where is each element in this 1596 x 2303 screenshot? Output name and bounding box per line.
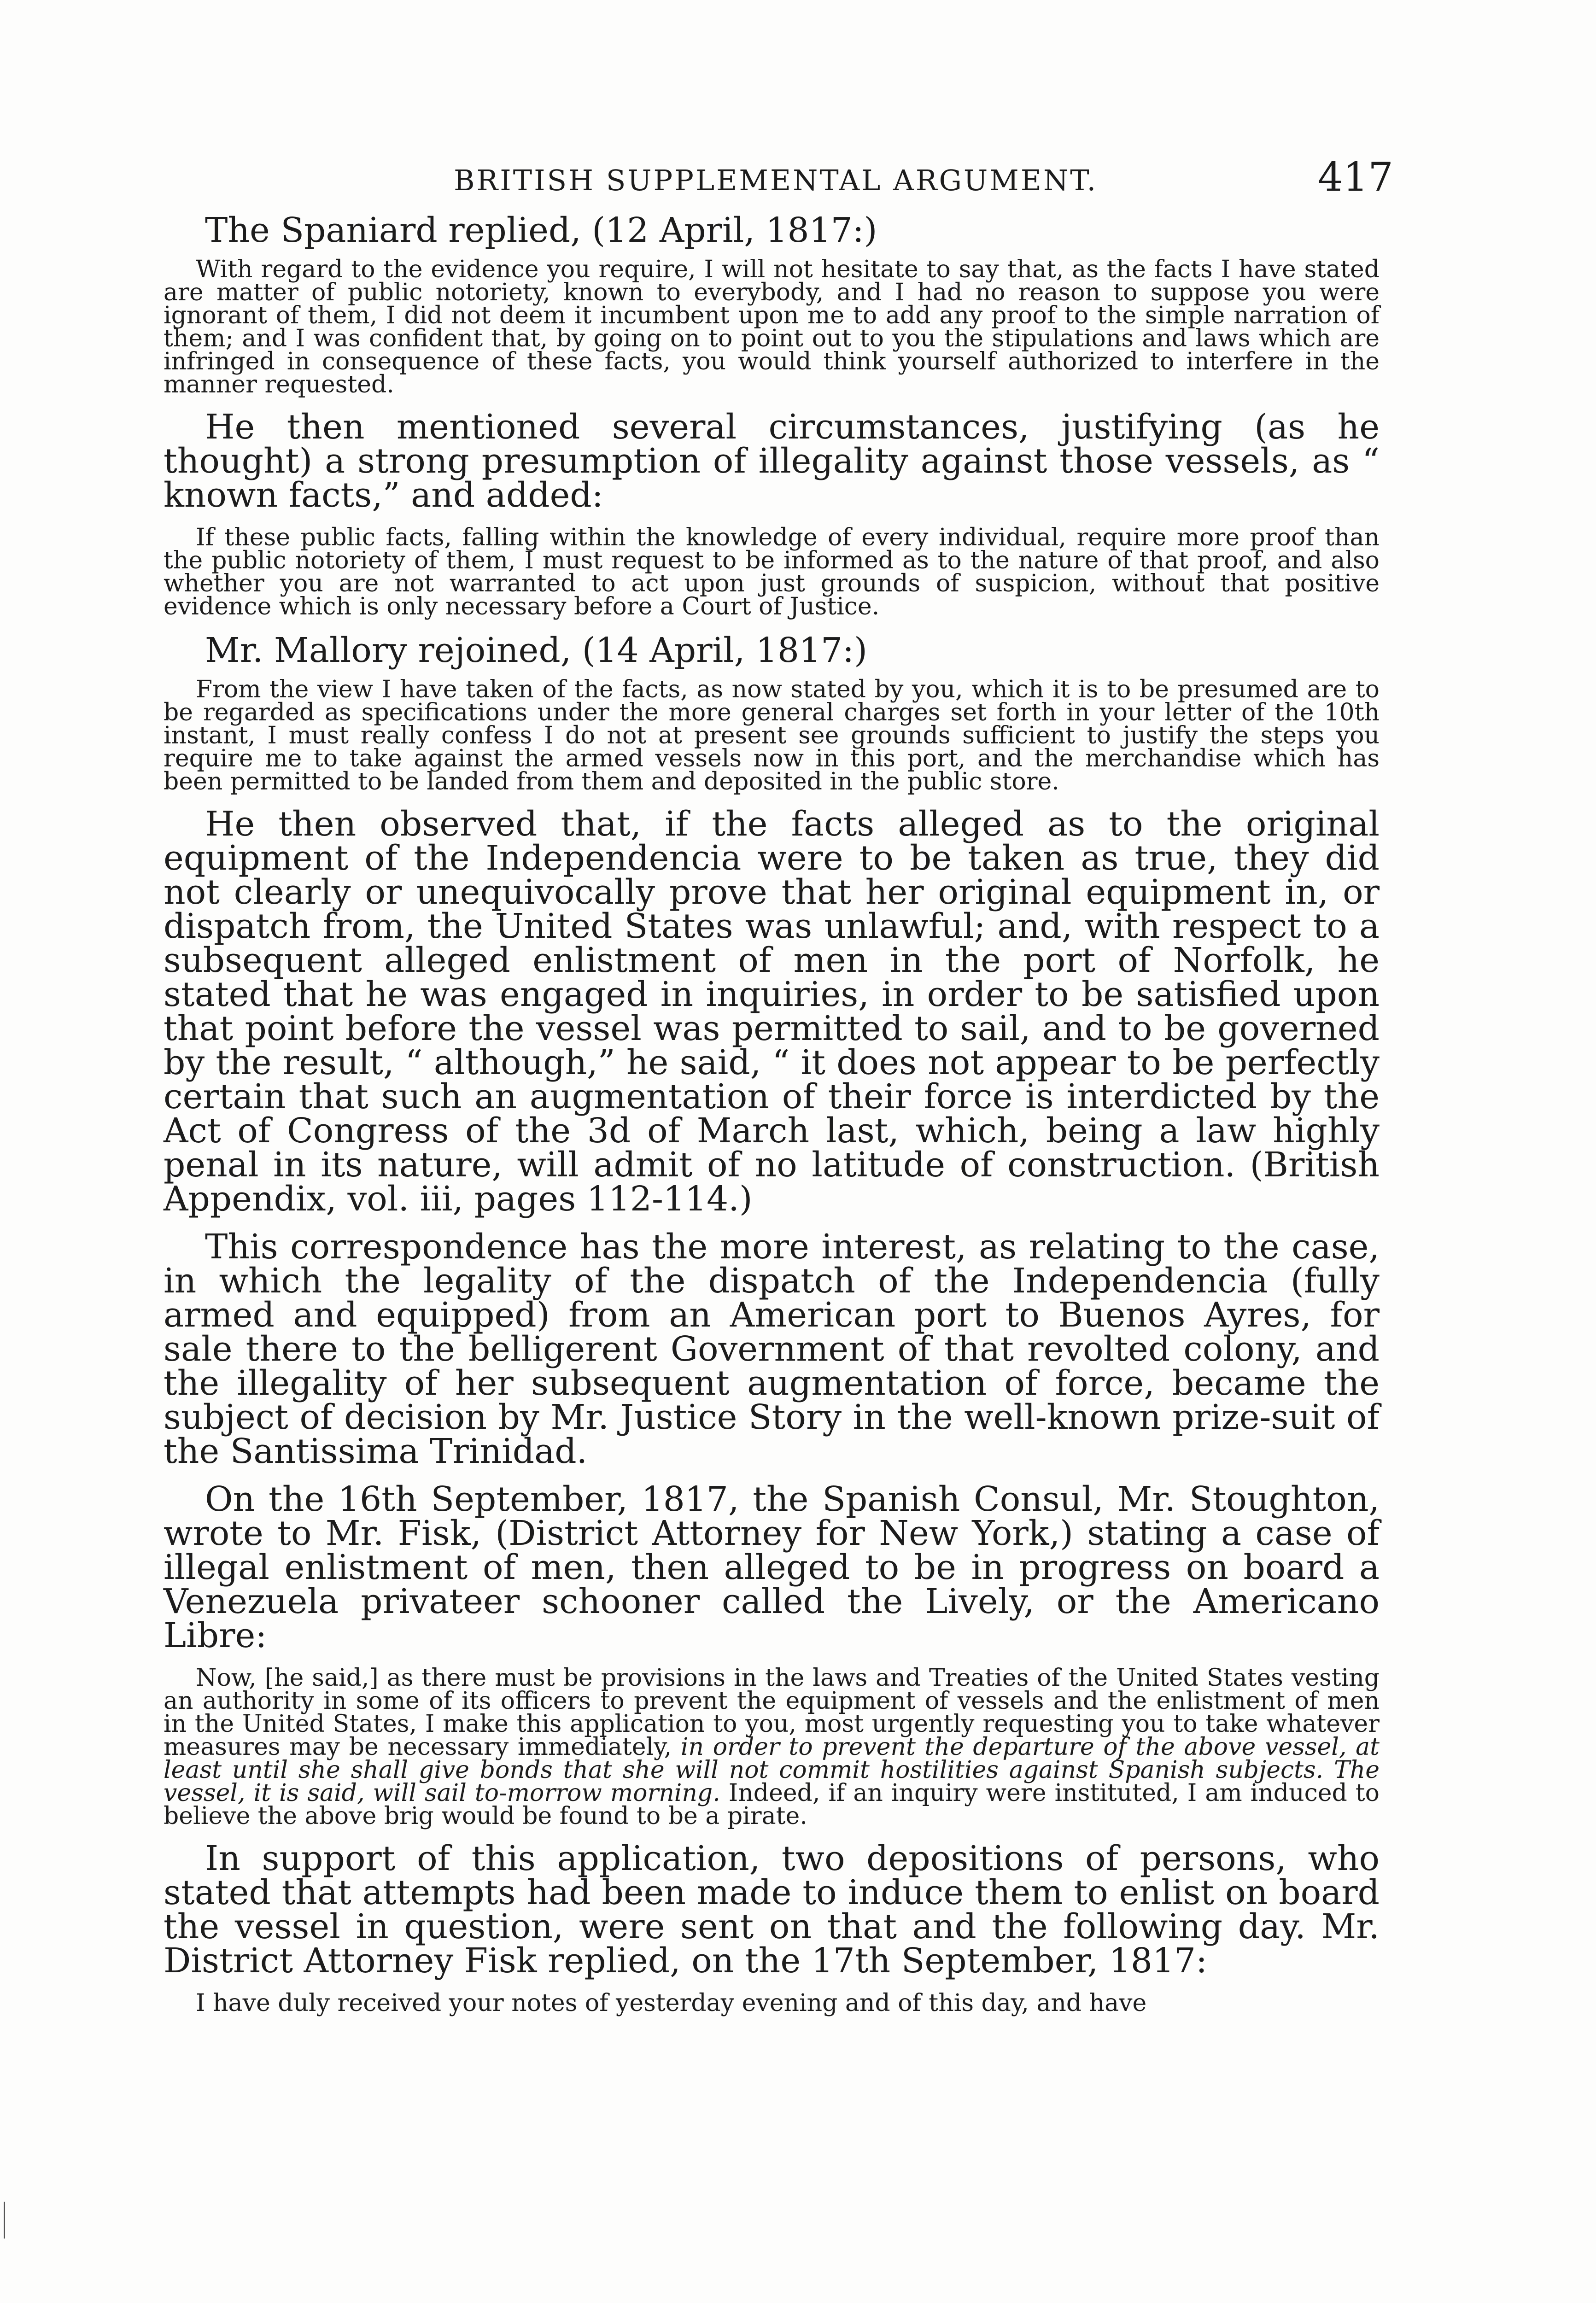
page-number: 417 [1317, 154, 1393, 200]
quote-fisk-reply: I have duly received your notes of yesterday evening and of this day, and have [196, 1989, 1147, 2017]
quote-mallory-reply: From the view I have taken of the facts, as now stated by you, which it is to be presumed are to be regarded as specifications under the more general charges set forth in your letter of the 10th instant, I must really confess I do not at present see grounds sufficient to justify the steps you require me to take against the armed vessels now in this port, and the merchandise which has been permitted to be landed from them and deposited in the public store. [164, 676, 1380, 795]
paragraph-depositions: In support of this application, two depositions of persons, who stated that attempts had been made to induce them to enlist on board the vessel in question, were sent on that and the following day. Mr. District Attorney Fisk replied, on the 17th September, 1817: [164, 1839, 1380, 1981]
paragraph-circumstances: He then mentioned several circumstances, justifying (as he thought) a strong presumption of illegality against those vessels, as “ known facts,” and added: [164, 407, 1380, 515]
scan-edge-mark [4, 2202, 5, 2239]
paragraph-mallory-rejoined: Mr. Mallory rejoined, (14 April, 1817:) [205, 631, 867, 670]
quote-consul-letter [164, 1666, 1380, 1828]
paragraph-independencia: He then observed that, if the facts alleged as to the original equipment of the Independencia were to be taken as true, they did not clearly or unequivocally prove that her original equipment in, or dispatch from, the United States was unlawful; and, with respect to a subsequent alleged enlistment of men in the port of Norfolk, he stated that he was engaged in inquiries, in order to be satisfied upon that point before the vessel was permitted to sail, and to be governed by the result, “ although,” he said, “ it does not appear to be perfectly certain that such an augmentation of their force is interdicted by the Act of Congress of the 3d of March last, which, being a law highly penal in its nature, will admit of no latitude of construction. (British Appendix, vol. iii, pages 112-114.) [164, 804, 1380, 1219]
quote-spaniard-reply: With regard to the evidence you require, I will not hesitate to say that, as the facts I have stated are matter of public notoriety, known to everybody, and I had no reason to suppose you were ignorant of them, I did not deem it incumbent upon me to add any proof to the simple narration of them; and I was confident that, by going on to point out to you the stipulations and laws which are infringed in consequence of these facts, you would think yourself authorized to interfere in the manner requested. [164, 256, 1380, 398]
quote-consul-letter-start: Now, [he said,] as there must be provisions in the laws and Treaties of the United States vesting an authority in some of its officers to prevent the equipment of vessels and the enlistment of men in the United States, I make this application to you, most urgently requesting you to take whatever measures may be necessary immediately, [164, 1664, 1380, 1761]
body-text-block [164, 212, 1380, 2028]
paragraph-spaniard-replied: The Spaniard replied, (12 April, 1817:) [205, 210, 877, 250]
quote-public-facts: If these public facts, falling within the knowledge of every individual, require more proof than the public notoriety of them, I must request to be informed as to the nature of that proof, and also whether you are not warranted to act upon just grounds of suspicion, without that positive evidence which is only necessary before a Court of Justice. [164, 524, 1380, 620]
paragraph-correspondence: This correspondence has the more interest, as relating to the case, in which the legality of the dispatch of the Independencia (fully armed and equipped) from an American port to Buenos Ayres, for sale there to the belligerent Government of that revolted colony, and the illegality of her subsequent augmentation of force, became the subject of decision by Mr. Justice Story in the well-known prize-suit of the Santissima Trinidad. [164, 1227, 1380, 1471]
page-header [454, 154, 1412, 205]
paragraph-spanish-consul: On the 16th September, 1817, the Spanish Consul, Mr. Stoughton, wrote to Mr. Fisk, (District Attorney for New York,) stating a case of illegal enlistment of men, then alleged to be in progress on board a Venezuela privateer schooner called the Lively, or the Americano Libre: [164, 1479, 1380, 1655]
quote-consul-letter-italic: in order to prevent the departure of the above vessel, at least until she shall give bonds that she will not commit hostilities against Spanish subjects. The vessel, it is said, will sail to-morrow morning. [164, 1733, 1380, 1807]
running-head: BRITISH SUPPLEMENTAL ARGUMENT. [454, 164, 1098, 197]
quote-consul-letter-end: Indeed, if an inquiry were instituted, I am induced to believe the above brig would be found to be a pirate. [164, 1779, 1380, 1830]
